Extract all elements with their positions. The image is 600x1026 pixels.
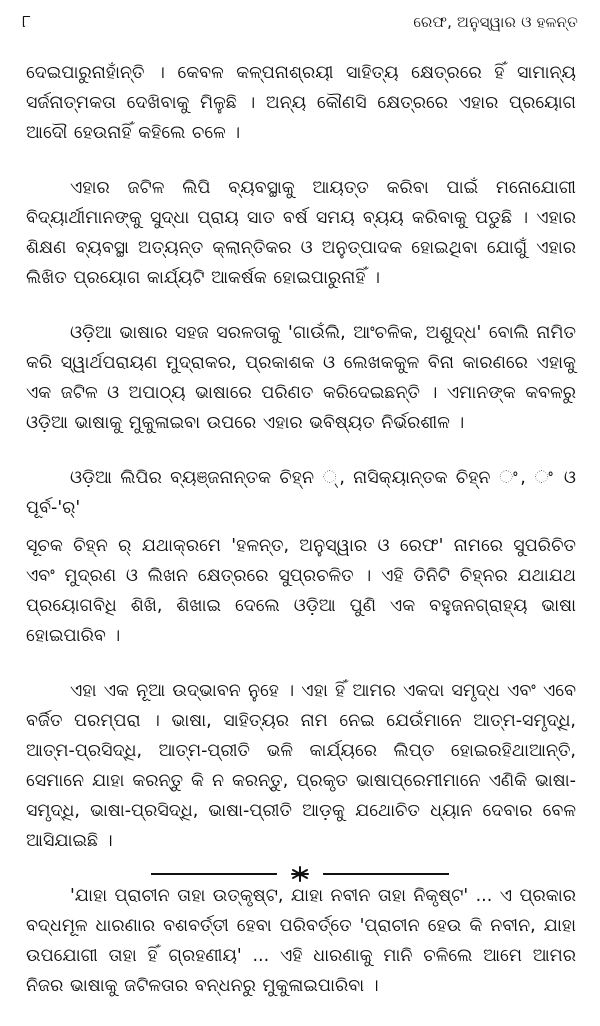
divider-line-left <box>151 873 277 875</box>
paragraph: 'ଯାହା ପ୍ରାଚୀନ ତାହା ଉତ୍କୃଷ୍ଟ, ଯାହା ନବୀନ ତାହା ନିକୃଷ୍ଟ' ... ଏ ପ୍ରକାର ବଦ୍ଧମୂଳ ଧାରଣାର ବଶବର୍ତ୍ତୀ ହେବା ପରିବର୍ତ୍ତେ 'ପ୍ରାଚୀନ ହେଉ କି ନବୀନ, ଯାହା ଉପଯୋଗୀ ତାହା ହିଁ ଗ୍ରହଣୀୟ' ... ଏହି ଧାରଣାକୁ ମାନି ଚଳିଲେ ଆମେ ଆମର ନିଜର ଭାଷାକୁ ଜଟିଳତାର ବନ୍ଧନରୁ ମୁକୁଳାଇପାରିବା । <box>26 886 576 996</box>
paragraph: ଏହା ଏକ ନୂଆ ଉଦ୍‌ଭାବନ ନୁହେ । ଏହା ହିଁ ଆମର ଏକଦା ସମୃଦ୍ଧ ଏବଂ ଏବେ ବର୍ଜିତ ପରମ୍ପରା । ଭାଷା, ସାହିତ୍ୟର ନାମ ନେଇ ଯେଉଁମାନେ ଆତ୍ମ-ସମୃଦ୍ଧି, ଆତ୍ମ-ପ୍ରସିଦ୍ଧି, ଆତ୍ମ-ପ୍ରୀତି ଭଳି କାର୍ଯ୍ୟରେ ଲିପ୍ତ ହୋଇରହିଥାଆନ୍ତି, ସେମାନେ ଯାହା କରନ୍ତୁ କି ନ କରନ୍ତୁ, ପ୍ରକୃତ ଭାଷାପ୍ରେମୀମାନେ ଏଣିକି ଭାଷା-ସମୃଦ୍ଧି, ଭାଷା-ପ୍ରସିଦ୍ଧି, ଭାଷା-ପ୍ରୀତି ଆଡ଼କୁ ଯଥୋଚିତ ଧ୍ୟାନ ଦେବାର ବେଳ ଆସିଯାଇଛି । <box>26 681 576 851</box>
paragraph: ସୂଚକ ଚିହ୍ନ ର୍ ଯଥାକ୍ରମେ 'ହଳନ୍ତ, ଅନୁସ୍ୱାର ଓ ରେଫ' ନାମରେ ସୁପରିଚିତ ଏବଂ ମୁଦ୍ରଣ ଓ ଲିଖନ କ୍ଷେତ୍ରରେ ସୁପ୍ରଚଳିତ । ଏହି ତିନିଟି ଚିହ୍ନର ଯଥାଯଥ ପ୍ରୟୋଗବିଧି ଶିଖି, ଶିଖାଇ ଦେଲେ ଓଡ଼ିଆ ପୁଣି ଏକ ବହୁଜନଗ୍ରାହ୍ୟ ଭାଷା ହୋଇପାରିବ । <box>26 536 576 646</box>
paragraph: ଓଡ଼ିଆ ଭାଷାର ସହଜ ସରଳତାକୁ 'ଗାଉଁଲି, ଆଂଚଳିକ, ଅଶୁଦ୍ଧ' ବୋଲି ନାମିତ କରି ସ୍ୱାର୍ଥପରାୟଣ ମୁଦ୍ରାକର, ପ୍ରକାଶକ ଓ ଲେଖକକୁଳ ବିନା କାରଣରେ ଏହାକୁ ଏକ ଜଟିଳ ଓ ଅପାଠ୍ୟ ଭାଷାରେ ପରିଣତ କରିଦେଇଛନ୍ତି । ଏମାନଙ୍କ କବଳରୁ ଓଡ଼ିଆ ଭାଷାକୁ ମୁକୁଳାଇବା ଉପରେ ଏହାର ଭବିଷ୍ୟତ ନିର୍ଭରଶୀଳ । <box>26 323 576 433</box>
paragraph: ଏହାର ଜଟିଳ ଲିପି ବ୍ୟବସ୍ଥାକୁ ଆୟତ୍ତ କରିବା ପାଇଁ ମନୋଯୋଗୀ ବିଦ୍ୟାର୍ଥୀମାନଙ୍କୁ ସୁଦ୍ଧା ପ୍ରାୟ ସାତ ବର୍ଷ ସମୟ ବ୍ୟୟ କରିବାକୁ ପଡୁଛି । ଏହାର ଶିକ୍ଷଣ ବ୍ୟବସ୍ଥା ଅତ୍ୟନ୍ତ କ୍ଲାନ୍ତିକର ଓ ଅନୁତ୍ପାଦକ ହୋଇଥିବା ଯୋଗୁଁ ଏହାର ଲିଖିତ ପ୍ରୟୋଗ କାର୍ଯ୍ୟଟି ଆକର୍ଷକ ହୋଇପାରୁନାହିଁ । <box>26 178 576 288</box>
asterisk-star-icon <box>289 866 311 882</box>
divider-line-right <box>323 873 449 875</box>
section-divider <box>0 866 600 882</box>
running-title: ରେଫ, ଅନୁସ୍ୱାର ଓ ହଳନ୍ତ <box>413 13 578 31</box>
page-header <box>22 8 578 36</box>
paragraph: ଦେଇପାରୁନାହାଁନ୍ତି । କେବଳ କଳ୍ପନାଶ୍ରୟୀ ସାହିତ୍ୟ କ୍ଷେତ୍ରରେ ହିଁ ସାମାନ୍ୟ ସର୍ଜନାତ୍ମକତା ଦେଖିବାକୁ ମିଳୁଛି । ଅନ୍ୟ କୌଣସି କ୍ଷେତ୍ରରେ ଏହାର ପ୍ରୟୋଗ ଆଦୌ ହେଉନାହିଁ କହିଲେ ଚଳେ । <box>26 63 576 143</box>
paragraph: ଓଡ଼ିଆ ଲିପିର ବ୍ୟଞ୍ଜନାନ୍ତକ ଚିହ୍ନ ୍, ନାସିକ୍ୟାନ୍ତକ ଚିହ୍ନ ଂ, ଂ ଓ ପୂର୍ବ-'ର୍' <box>26 468 576 518</box>
page-number: ୮ <box>22 12 31 32</box>
